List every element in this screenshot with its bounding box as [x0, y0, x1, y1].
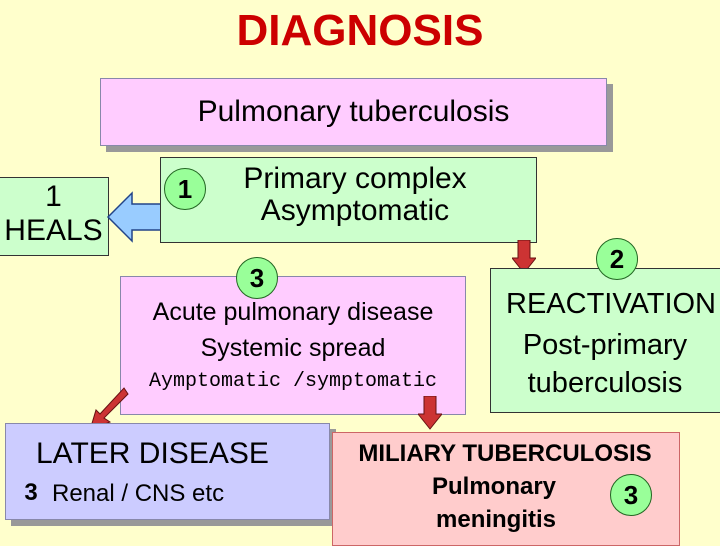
later-badge: 3 — [24, 479, 38, 506]
big-left-arrow — [106, 190, 164, 244]
acute-line1: Acute pulmonary disease — [152, 298, 434, 326]
page-title: DIAGNOSIS — [236, 6, 484, 55]
reactivation-line1: REACTIVATION — [506, 288, 716, 320]
pulmonary-tb-box — [100, 78, 607, 146]
later-line1: LATER DISEASE — [36, 437, 269, 470]
primary-complex-text — [220, 163, 490, 227]
primary-line2: Asymptomatic — [260, 194, 450, 227]
heals-label: HEALS — [4, 214, 103, 247]
reactivation-badge: 2 — [596, 238, 638, 280]
heals-number: 1 — [45, 180, 62, 213]
miliary-badge: 3 — [610, 474, 652, 516]
later-line2: Renal / CNS etc — [52, 480, 225, 507]
acute-line3: Aymptomatic /symptomatic — [148, 370, 438, 393]
acute-badge: 3 — [236, 257, 278, 299]
reactivation-line3: tuberculosis — [527, 367, 683, 399]
down-arrow-miliary — [418, 396, 442, 430]
pulmonary-tb-label: Pulmonary tuberculosis — [197, 95, 510, 128]
acute-line2: Systemic spread — [200, 334, 386, 362]
reactivation-line2: Post-primary — [522, 329, 688, 361]
miliary-line1: MILIARY TUBERCULOSIS — [358, 440, 652, 467]
heals-box — [0, 177, 109, 256]
primary-badge: 1 — [164, 168, 206, 210]
miliary-line3: meningitis — [436, 506, 557, 533]
primary-line1: Primary complex — [243, 162, 467, 195]
miliary-line2: Pulmonary — [432, 473, 557, 500]
